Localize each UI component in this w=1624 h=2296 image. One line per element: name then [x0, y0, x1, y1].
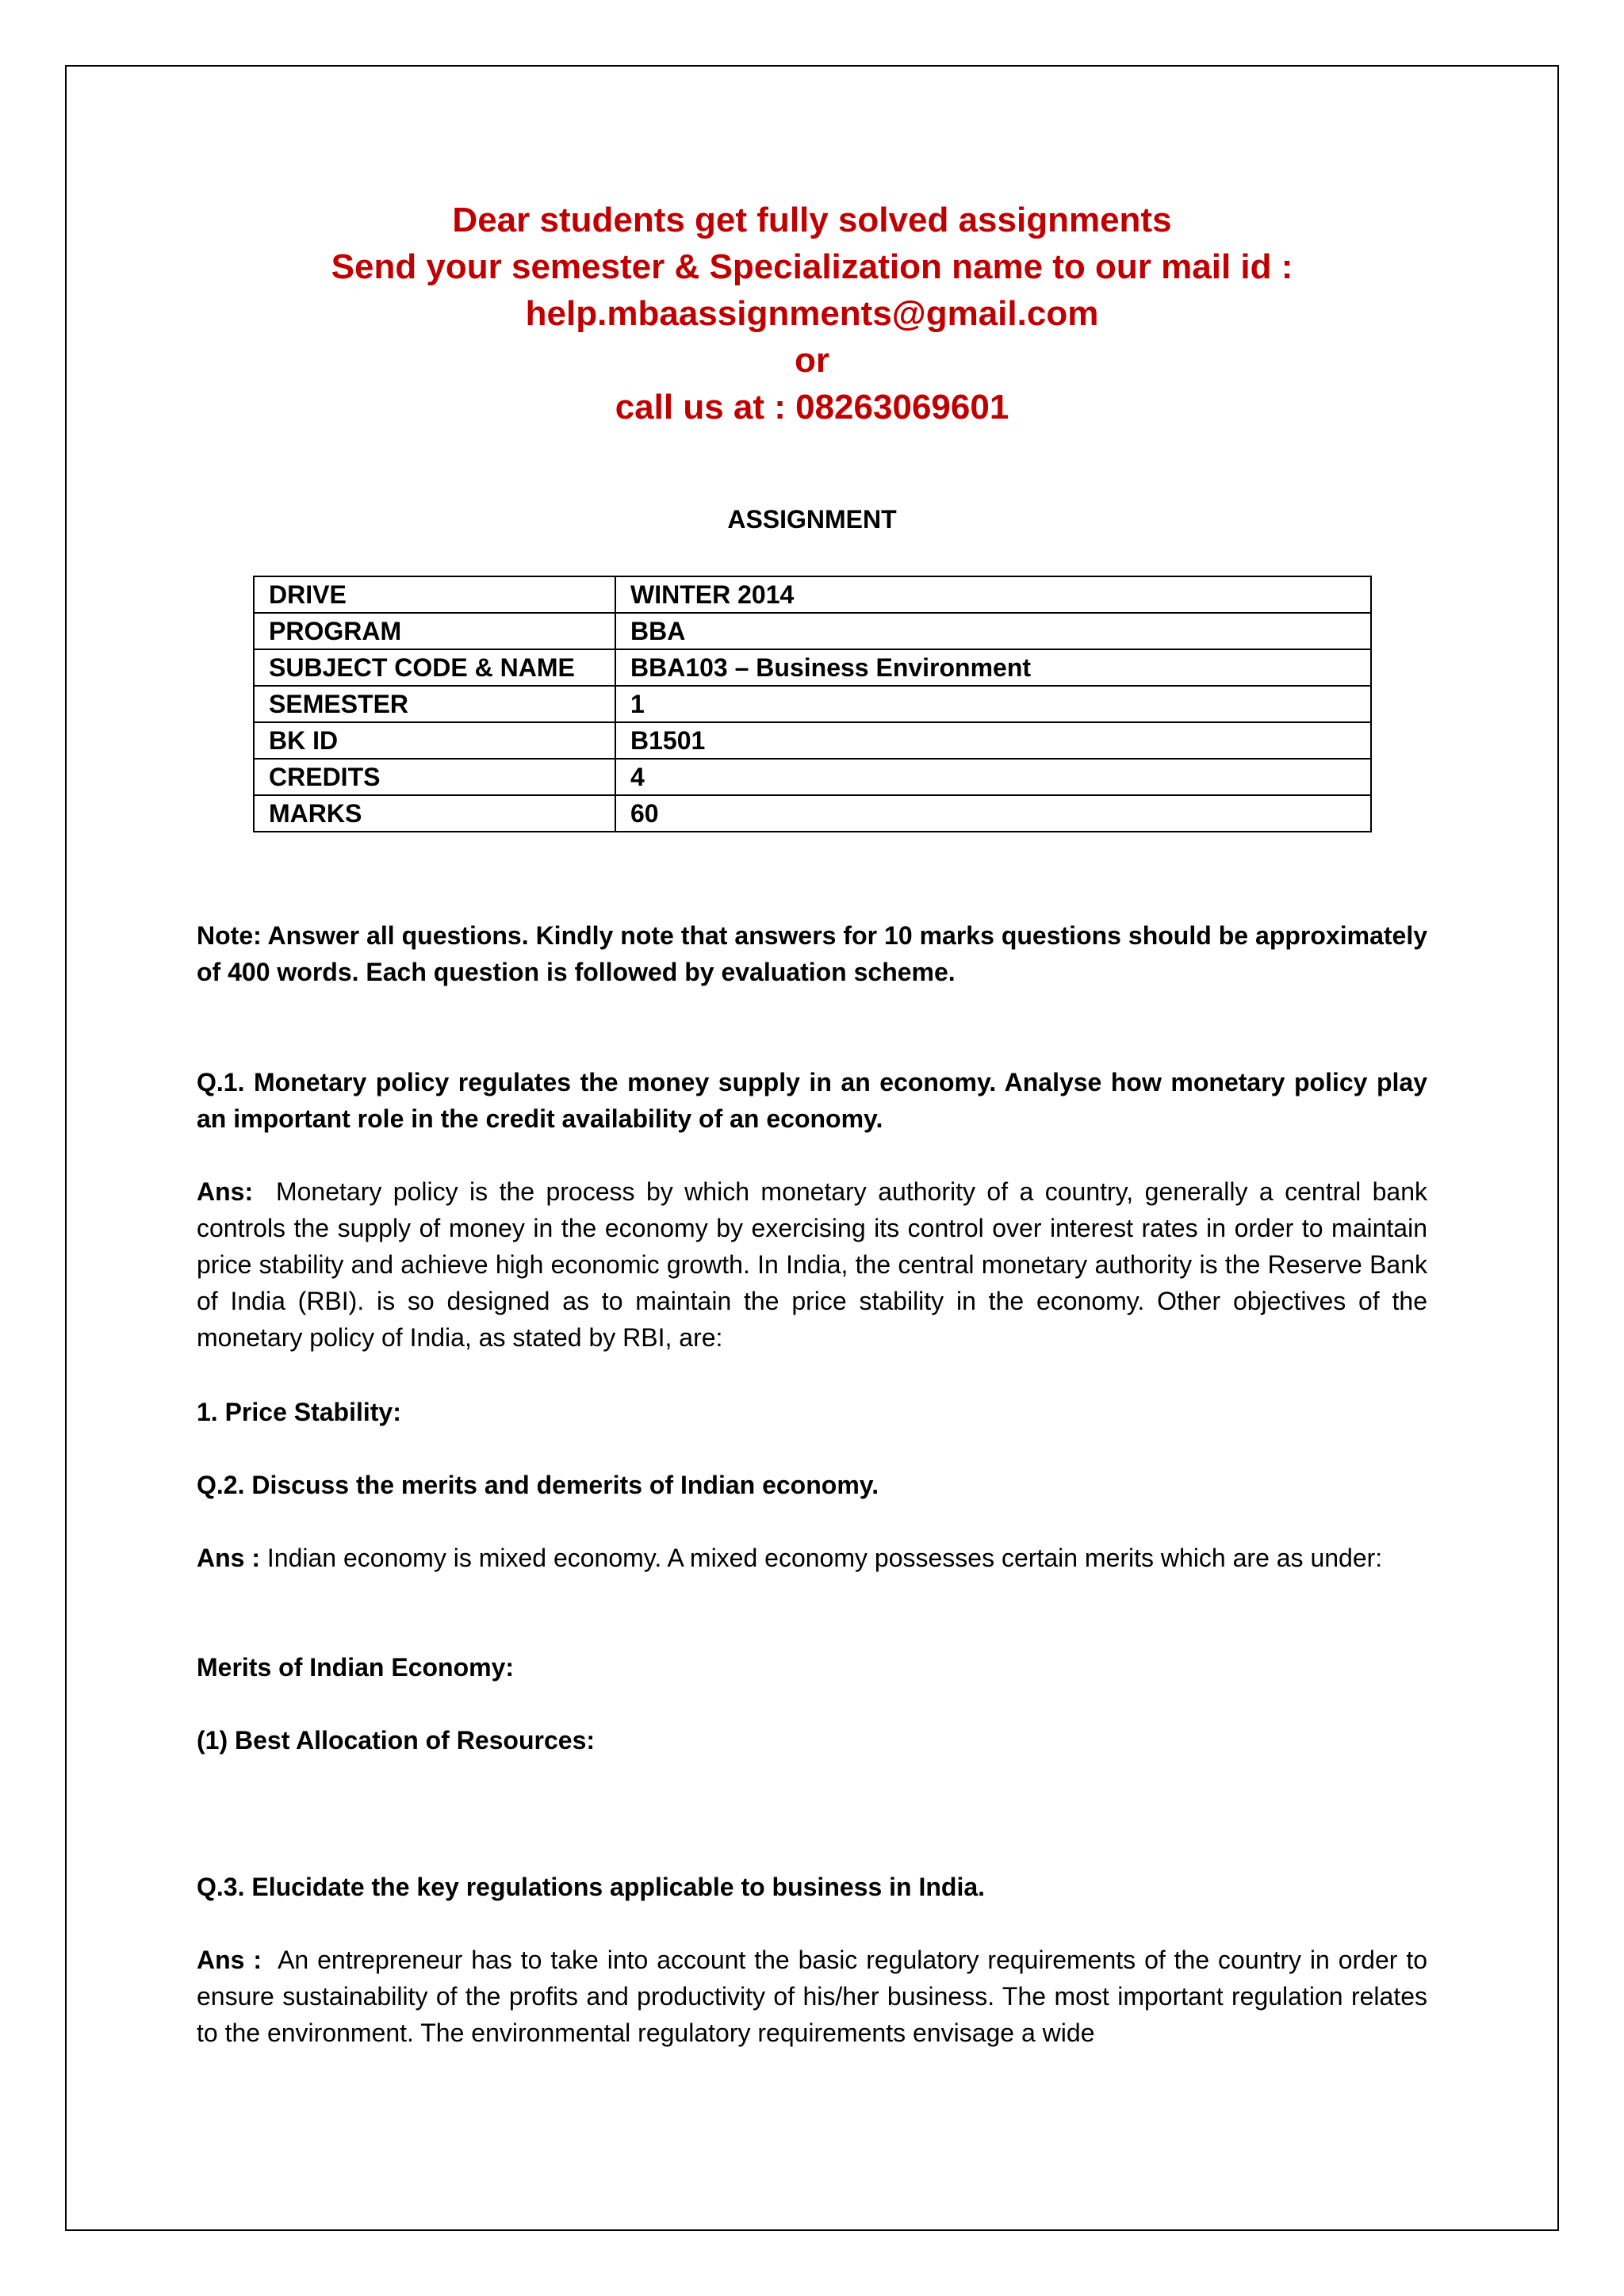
row-label: SUBJECT CODE & NAME — [254, 649, 615, 686]
note-paragraph: Note: Answer all questions. Kindly note that answers for 10 marks questions should be approximately of 400 words. Each question is followed by evaluation scheme. — [197, 921, 1427, 986]
promo-line-1: Dear students get fully solved assignments — [452, 201, 1172, 239]
row-label: BK ID — [254, 722, 615, 759]
table-row — [254, 613, 1371, 649]
row-value: B1501 — [615, 722, 1371, 759]
question-2: Q.2. Discuss the merits and demerits of Indian economy. — [197, 1471, 879, 1499]
table-row — [254, 722, 1371, 759]
question-3: Q.3. Elucidate the key regulations applicable to business in India. — [197, 1873, 986, 1901]
row-value: 60 — [615, 795, 1371, 832]
table-row — [254, 795, 1371, 832]
answer-label: Ans: — [197, 1177, 254, 1206]
answer-label: Ans : — [197, 1544, 260, 1572]
table-row — [254, 576, 1371, 613]
answer-3 — [197, 1942, 1427, 2051]
table-row — [254, 686, 1371, 722]
promo-line-2: Send your semester & Specialization name to our mail id : — [331, 247, 1293, 286]
promo-phone: call us at : 08263069601 — [615, 388, 1009, 427]
promo-email: help.mbaassignments@gmail.com — [525, 294, 1099, 333]
row-value: 1 — [615, 686, 1371, 722]
answer-text: Indian economy is mixed economy. A mixed economy possesses certain merits which are as under: — [266, 1544, 1383, 1572]
question-1: Q.1. Monetary policy regulates the money supply in an economy. Analyse how monetary policy play an important role in the credit availability of an economy. — [197, 1068, 1427, 1133]
row-value: BBA — [615, 613, 1371, 649]
promo-banner — [0, 197, 1624, 430]
row-label: SEMESTER — [254, 686, 615, 722]
assignment-info-table — [253, 576, 1372, 832]
answer-text: Monetary policy is the process by which monetary authority of a country, generally a central bank controls the supply of money in the economy by exercising its control over interest rates in order to maintain price stability and achieve high economic growth. In India, the central monetary authority is the Reserve Bank of India (RBI). is so designed as to maintain the price stability in the economy. Other objectives of the monetary policy of India, as stated by RBI, are: — [197, 1177, 1428, 1352]
promo-or: or — [795, 341, 829, 380]
row-label: MARKS — [254, 795, 615, 832]
row-value: BBA103 – Business Environment — [615, 649, 1371, 686]
answer-1 — [197, 1173, 1427, 1356]
row-label: CREDITS — [254, 759, 615, 795]
row-label: DRIVE — [254, 576, 615, 613]
merits-heading: Merits of Indian Economy: — [197, 1653, 515, 1682]
answer-text: An entrepreneur has to take into account the basic regulatory requirements of the country in order to ensure sustainability of the profits and productivity of his/her business. The most important regulation relates to the environment. The environmental regulatory requirements envisage a wide — [197, 1946, 1428, 2047]
row-value: WINTER 2014 — [615, 576, 1371, 613]
row-label: PROGRAM — [254, 613, 615, 649]
table-row — [254, 759, 1371, 795]
answer-2-point-1: (1) Best Allocation of Resources: — [197, 1726, 596, 1755]
page-title: ASSIGNMENT — [727, 505, 897, 534]
answer-1-point-1: 1. Price Stability: — [197, 1398, 401, 1426]
answer-2 — [197, 1540, 1427, 1576]
table-row — [254, 649, 1371, 686]
row-value: 4 — [615, 759, 1371, 795]
answer-label: Ans : — [197, 1946, 262, 1974]
